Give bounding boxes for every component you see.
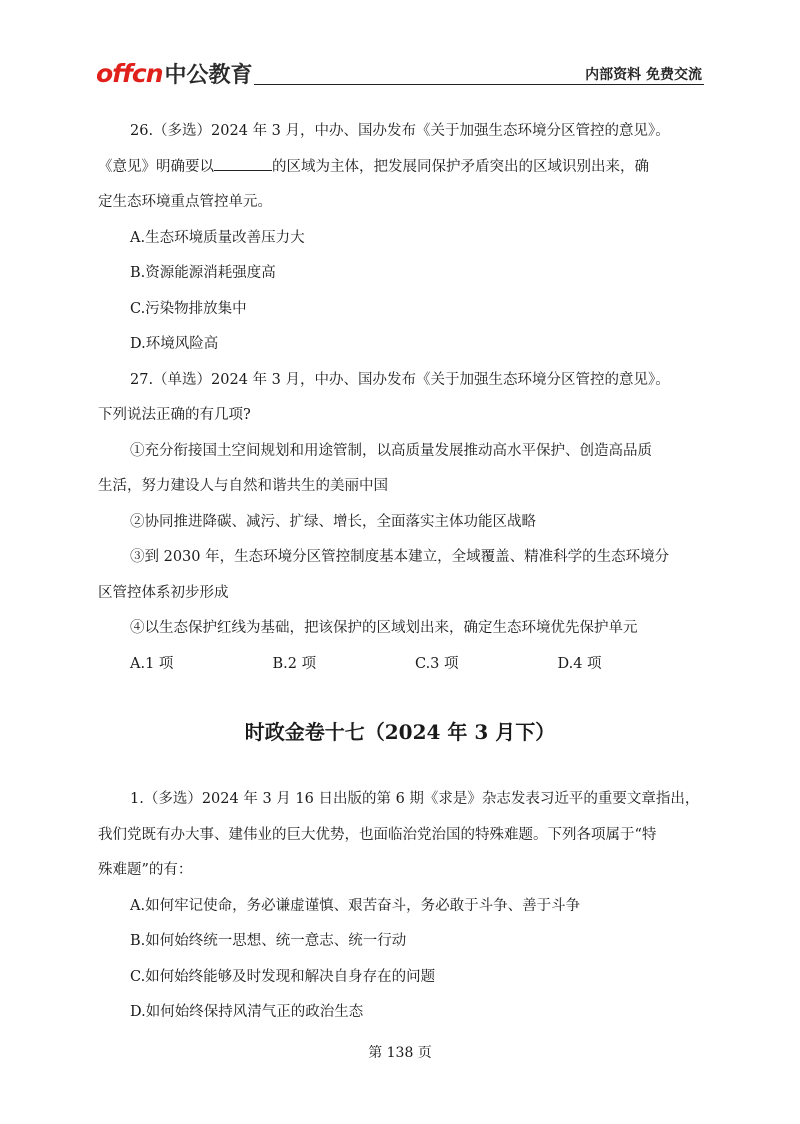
header-rule: [254, 84, 704, 85]
q27-statement-3a: ③到 2030 年，生态环境分区管控制度基本建立，全域覆盖、精准科学的生态环境分: [130, 549, 670, 565]
section-title: 时政金卷十七（2024 年 3 月下）: [244, 720, 556, 744]
offcn-logo: [96, 58, 253, 89]
q27-statement-1a: ①充分衔接国土空间规划和用途管制，以高质量发展推动高水平保护、创造高品质: [130, 442, 652, 459]
q1-option-d: D.如何始终保持风清气正的政治生态: [130, 1004, 364, 1020]
q26-option-b: B.资源能源消耗强度高: [130, 265, 276, 281]
q27-option-c: C.3 项: [415, 655, 459, 672]
q26-line3: 定生态环境重点管控单元。: [98, 194, 272, 210]
logo-en-text: offcn: [96, 59, 163, 88]
q1-option-b: B.如何始终统一思想、统一意志、统一行动: [130, 933, 407, 949]
header-right-text: 内部资料 免费交流: [585, 67, 702, 83]
q27-option-a: A.1 项: [130, 655, 174, 672]
logo-cn-text: 中公教育: [164, 63, 253, 88]
q26-line1: 26.（多选）2024 年 3 月，中办、国办发布《关于加强生态环境分区管控的意见》。: [130, 123, 670, 139]
q27-statement-1b: 生活，努力建设人与自然和谐共生的美丽中国: [98, 478, 388, 494]
questions-block-2: [98, 782, 700, 1031]
questions-block-1: [98, 114, 700, 682]
q27-statement-4: ④以生态保护红线为基础，把该保护的区域划出来，确定生态环境优先保护单元: [130, 620, 638, 636]
page-number: 第 138 页: [368, 1045, 432, 1061]
q1-option-c: C.如何始终能够及时发现和解决自身存在的问题: [130, 968, 436, 985]
q27-line1: 27.（单选）2024 年 3 月，中办、国办发布《关于加强生态环境分区管控的意见》。: [130, 371, 670, 388]
q1-line3: 殊难题”的有：: [98, 862, 193, 878]
q27-statement-3b: 区管控体系初步形成: [98, 584, 229, 601]
q26-line2: [98, 150, 700, 186]
q27-options: [130, 647, 700, 683]
q26-option-a: A.生态环境质量改善压力大: [130, 229, 305, 246]
q26-line2-post: 的区域为主体，把发展同保护矛盾突出的区域识别出来，确: [272, 158, 649, 175]
q1-line1: 1.（多选）2024 年 3 月 16 日出版的第 6 期《求是》杂志发表习近平的重要文章指出，: [130, 791, 700, 807]
q26-option-d: D.环境风险高: [130, 336, 219, 352]
q27-option-b: B.2 项: [272, 655, 317, 672]
fill-blank: [214, 156, 272, 171]
q27-statement-2: ②协同推进降碳、减污、扩绿、增长，全面落实主体功能区战略: [130, 513, 536, 530]
q27-line2: 下列说法正确的有几项?: [98, 407, 251, 423]
q26-line2-pre: 《意见》明确要以: [98, 158, 214, 175]
page-header: [96, 59, 704, 88]
q27-option-d: D.4 项: [557, 655, 602, 672]
q1-line2: 我们党既有办大事、建伟业的巨大优势，也面临治党治国的特殊难题。下列各项属于“特: [98, 826, 657, 843]
q1-option-a: A.如何牢记使命，务必谦虚谨慎、艰苦奋斗，务必敢于斗争、善于斗争: [130, 897, 581, 914]
q26-option-c: C.污染物排放集中: [130, 300, 247, 317]
